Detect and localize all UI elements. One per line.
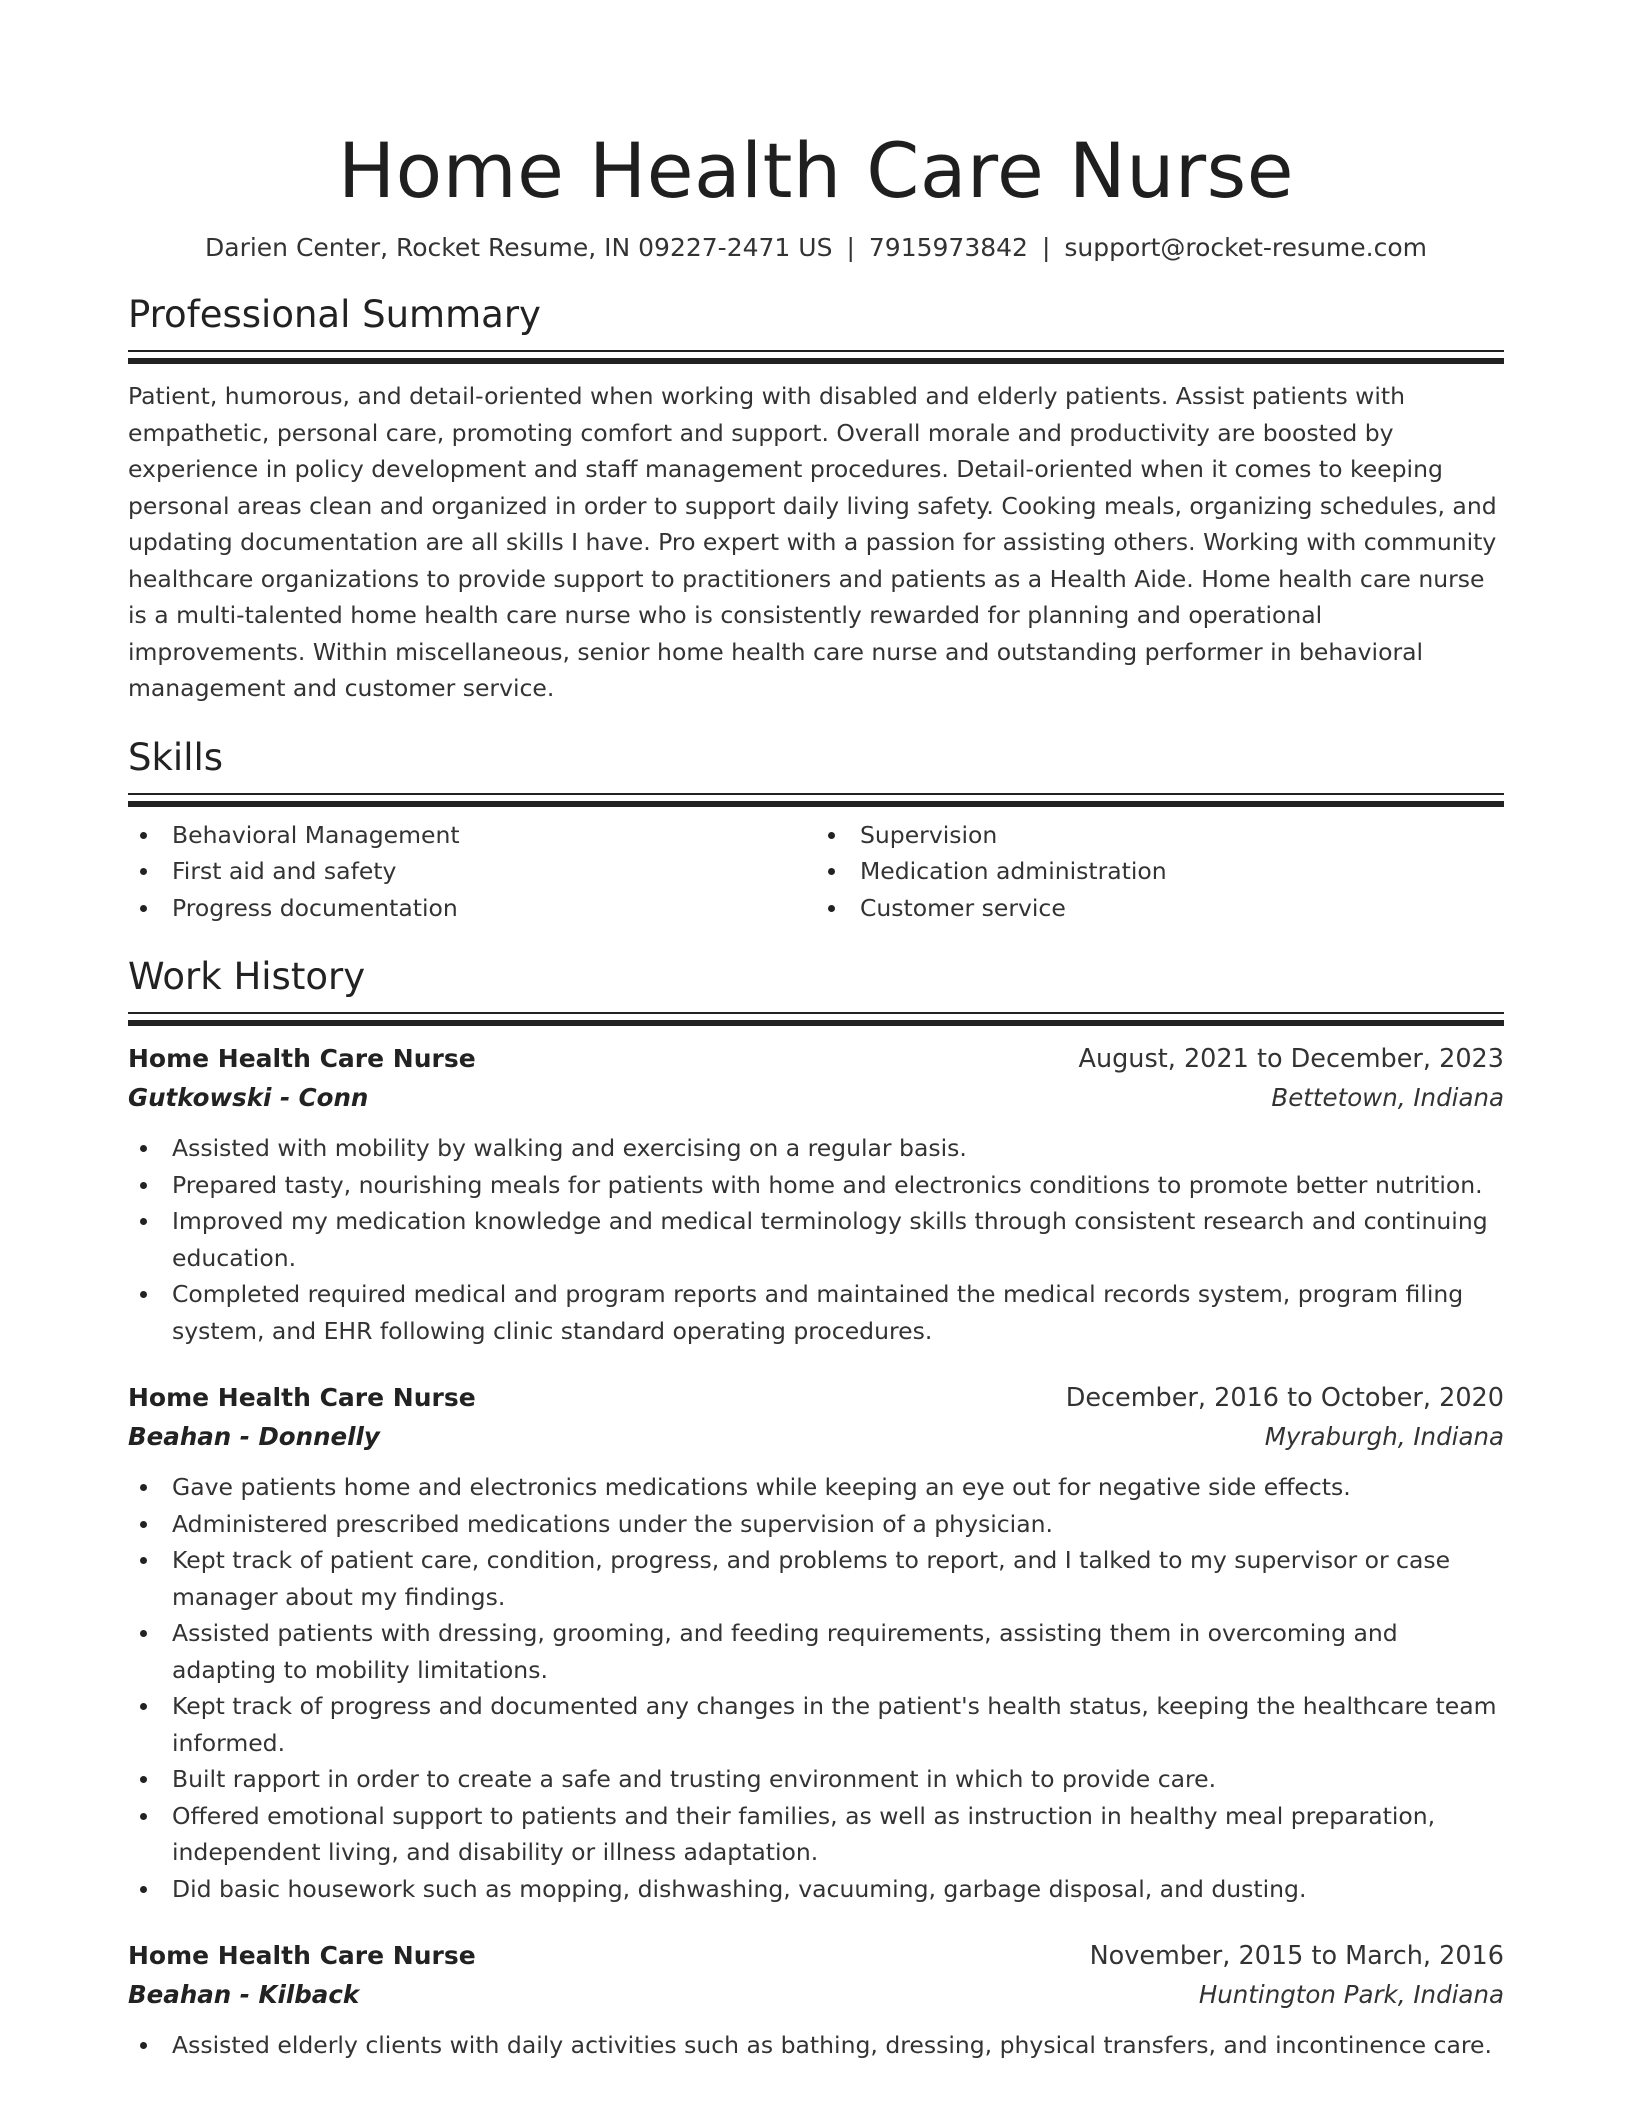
section-heading-work-history: Work History	[128, 955, 366, 998]
skill-item: Medication administration	[816, 853, 1504, 890]
job-bullet: Assisted patients with dressing, grooming, and feeding requirements, assisting them in overcoming and adapting to mobility limitations.	[128, 1615, 1504, 1688]
section-heading-skills: Skills	[128, 735, 224, 779]
contact-separator: |	[846, 233, 855, 262]
job-company: Gutkowski - Conn	[128, 1083, 369, 1112]
section-divider	[128, 793, 1504, 807]
job-bullet: Offered emotional support to patients and their families, as well as instruction in healthy meal preparation, independent living, and disability or illness adaptation.	[128, 1798, 1504, 1871]
section-divider	[128, 1012, 1504, 1026]
job-bullet: Assisted elderly clients with daily activities such as bathing, dressing, physical transfers, and incontinence care.	[128, 2027, 1504, 2064]
job-bullet: Completed required medical and program reports and maintained the medical records system, program filing system, and EHR following clinic standard operating procedures.	[128, 1276, 1504, 1349]
skills-section	[128, 735, 1504, 927]
job-subheader	[128, 1078, 1504, 1118]
job-bullet: Improved my medication knowledge and medical terminology skills through consistent research and continuing education.	[128, 1203, 1504, 1276]
job-header	[128, 1937, 1504, 1975]
contact-email: support@rocket-resume.com	[1064, 233, 1427, 262]
summary-section	[128, 292, 1504, 707]
contact-address: Darien Center, Rocket Resume, IN 09227-2471 US	[205, 233, 833, 262]
job-bullet: Administered prescribed medications under the supervision of a physician.	[128, 1506, 1504, 1543]
job-entry	[128, 1937, 1504, 2064]
contact-phone: 7915973842	[868, 233, 1028, 262]
section-divider	[128, 350, 1504, 364]
skill-item: Supervision	[816, 817, 1504, 854]
job-title: Home Health Care Nurse	[128, 1941, 476, 1970]
skill-item: First aid and safety	[128, 853, 816, 890]
skills-column-left	[128, 817, 816, 927]
summary-text: Patient, humorous, and detail-oriented when working with disabled and elderly patients. Assist patients with empathetic, personal care, promoting comfort and support. Overall morale and productivity are boosted by experience in policy development and staff management procedures. Detail-oriented when it comes to keeping personal areas clean and organized in order to support daily living safety. Cooking meals, organizing schedules, and updating documentation are all skills I have. Pro expert with a passion for assisting others. Working with community healthcare organizations to provide support to practitioners and patients as a Health Aide. Home health care nurse is a multi-talented home health care nurse who is consistently rewarded for planning and operational improvements. Within miscellaneous, senior home health care nurse and outstanding performer in behavioral management and customer service.	[128, 382, 1497, 702]
skill-item: Behavioral Management	[128, 817, 816, 854]
job-bullet: Kept track of patient care, condition, progress, and problems to report, and I talked to my supervisor or case manager about my findings.	[128, 1542, 1504, 1615]
job-dates: August, 2021 to December, 2023	[1078, 1044, 1504, 1074]
resume-page	[128, 0, 1504, 2064]
skills-column-right	[816, 817, 1504, 927]
resume-title: Home Health Care Nurse	[337, 126, 1295, 215]
job-bullet: Built rapport in order to create a safe and trusting environment in which to provide care.	[128, 1761, 1504, 1798]
job-company: Beahan - Donnelly	[128, 1422, 380, 1451]
job-bullet: Assisted with mobility by walking and exercising on a regular basis.	[128, 1130, 1504, 1167]
job-bullet: Gave patients home and electronics medications while keeping an eye out for negative side effects.	[128, 1469, 1504, 1506]
job-dates: November, 2015 to March, 2016	[1089, 1941, 1504, 1971]
job-bullets	[128, 1130, 1504, 1349]
job-bullets	[128, 2027, 1504, 2064]
job-entry	[128, 1379, 1504, 1907]
work-history-section	[128, 954, 1504, 2064]
job-subheader	[128, 1417, 1504, 1457]
job-header	[128, 1379, 1504, 1417]
contact-line	[128, 232, 1504, 264]
skills-list	[128, 817, 1504, 927]
job-header	[128, 1040, 1504, 1078]
job-subheader	[128, 1975, 1504, 2015]
skill-item: Customer service	[816, 890, 1504, 927]
job-location: Bettetown, Indiana	[1271, 1083, 1504, 1112]
job-title: Home Health Care Nurse	[128, 1044, 476, 1073]
section-heading-summary: Professional Summary	[128, 293, 541, 336]
job-entry	[128, 1040, 1504, 1349]
job-bullet: Prepared tasty, nourishing meals for patients with home and electronics conditions to promote better nutrition.	[128, 1167, 1504, 1204]
skill-item: Progress documentation	[128, 890, 816, 927]
job-title: Home Health Care Nurse	[128, 1383, 476, 1412]
contact-separator: |	[1041, 233, 1051, 262]
job-company: Beahan - Kilback	[128, 1980, 360, 2009]
job-location: Huntington Park, Indiana	[1198, 1980, 1504, 2009]
job-dates: December, 2016 to October, 2020	[1065, 1383, 1504, 1413]
job-location: Myraburgh, Indiana	[1264, 1422, 1504, 1451]
job-bullet: Did basic housework such as mopping, dishwashing, vacuuming, garbage disposal, and dusting.	[128, 1871, 1504, 1908]
job-bullets	[128, 1469, 1504, 1907]
job-bullet: Kept track of progress and documented any changes in the patient's health status, keeping the healthcare team informed.	[128, 1688, 1504, 1761]
